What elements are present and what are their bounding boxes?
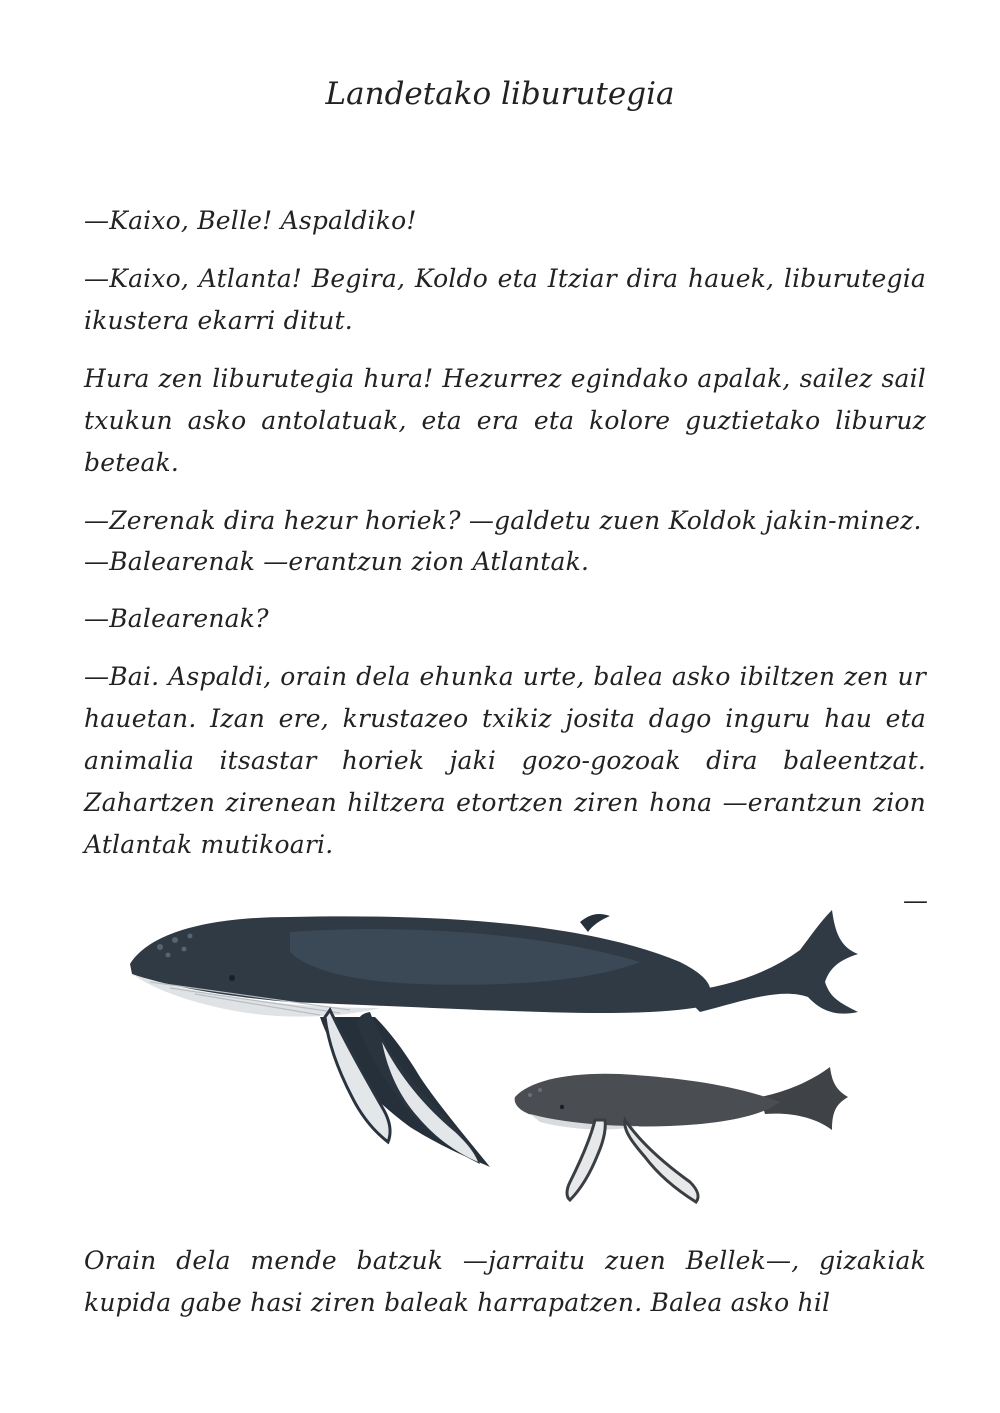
calf-whale: [515, 1067, 848, 1202]
paragraph-greeting-atlanta: —Kaixo, Atlanta! Begira, Koldo eta Itziar dira hauek, liburutegia ikustera ekarri ditut.: [84, 264, 926, 335]
paragraph-atlanta-answer: —Balearenak —erantzun zion Atlantak.: [84, 547, 590, 576]
adult-whale: [130, 910, 858, 1167]
paragraph-greeting-belle: —Kaixo, Belle! Aspaldiko!: [84, 206, 417, 235]
stray-dash: —: [903, 886, 928, 915]
page-title: Landetako liburutegia: [325, 76, 675, 112]
paragraph-whale-history: —Bai. Aspaldi, orain dela ehunka urte, balea asko ibiltzen zen ur hauetan. Izan ere, krustazeo txikiz josita dago inguru hau eta animalia itsastar horiek jaki gozo-gozoak dira baleentzat. Zahartzen zirenean hiltzera etortzen ziren hona —erantzun zion Atlantak mutikoari.: [84, 662, 926, 859]
whales-illustration: [120, 892, 880, 1232]
paragraph-library-description: Hura zen liburutegia hura! Hezurrez egindako apalak, sailez sail txukun asko antolatuak, eta era eta kolore guztietako liburuz beteak.: [84, 364, 926, 477]
paragraph-hunting-history: Orain dela mende batzuk —jarraitu zuen Bellek—, gizakiak kupida gabe hasi ziren baleak harrapatzen. Balea asko hil: [84, 1246, 926, 1317]
paragraph-koldo-question: —Zerenak dira hezur horiek? —galdetu zuen Koldok jakin-minez.: [84, 506, 922, 535]
paragraph-whale-question: —Balearenak?: [84, 604, 269, 633]
